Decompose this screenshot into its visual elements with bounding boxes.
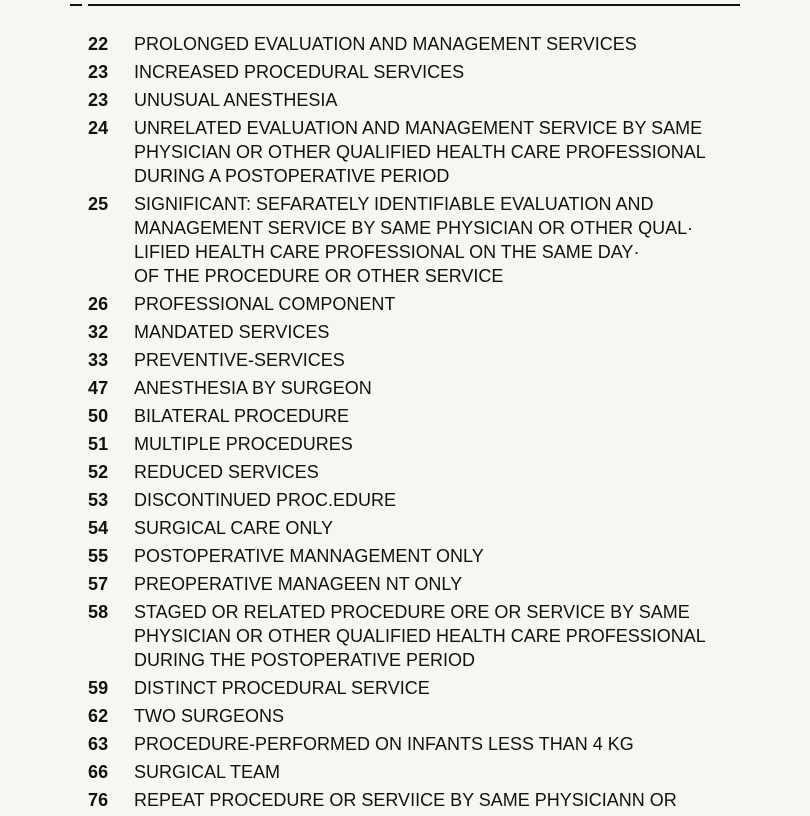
modifier-description: REDUCED SERVICES (134, 462, 319, 482)
modifier-description: PROFESSIONAL COMPONENT (134, 294, 396, 314)
modifier-description: UNUSUAL ANESTHESIA (134, 90, 338, 110)
modifier-code: 24 (88, 118, 109, 138)
modifier-code: 51 (88, 434, 109, 454)
modifier-description: PREOPERATIVE MANAGEEN NT ONLY (134, 574, 463, 594)
modifier-item (0, 376, 810, 400)
modifier-item (0, 432, 810, 456)
modifier-description: STAGED OR RELATED PROCEDURE ORE OR SERVICE BY SAME PHYSICIAN OR OTHER QUALIFIED HEALTH CARE PROFESSIONAL DURING THE POSTOPERATIVE PERIOD (134, 602, 706, 670)
modifier-item (0, 544, 810, 568)
modifier-description: POSTOPERATIVE MANNAGEMENT ONLY (134, 546, 484, 566)
modifier-item (0, 676, 810, 700)
modifier-code: 58 (88, 602, 109, 622)
modifier-code: 62 (88, 706, 109, 726)
modifier-code: 66 (88, 762, 109, 782)
modifier-item (0, 760, 810, 784)
modifier-item (0, 704, 810, 728)
modifier-description: REPEAT PROCEDURE OR SERVIICE BY SAME PHYSICIANN OR (134, 790, 677, 810)
modifier-code: 55 (88, 546, 109, 566)
modifier-code: 23 (88, 62, 109, 82)
modifier-description: SIGNIFICANT: SEFARATELY IDENTIFIABLE EVALUATION AND MANAGEMENT SERVICE BY SAME PHYSICIAN OR OTHER QUAL· LIFIED HEALTH CARE PROFESSIONAL ON THE SAME DAY· OF THE PROCEDURE OR OTHER SERVICE (134, 194, 694, 286)
modifier-item (0, 572, 810, 596)
modifier-description: SURGICAL CARE ONLY (134, 518, 334, 538)
modifier-code: 47 (88, 378, 109, 398)
modifier-item (0, 788, 810, 812)
modifier-item (0, 192, 810, 288)
modifier-description: PREVENTIVE-SERVICES (134, 350, 345, 370)
modifier-code: 50 (88, 406, 109, 426)
modifier-description: MULTIPLE PROCEDURES (134, 434, 353, 454)
modifier-code: 26 (88, 294, 109, 314)
modifier-description: TWO SURGEONS (134, 706, 285, 726)
top-rule (88, 4, 740, 6)
modifier-item (0, 116, 810, 188)
modifier-description: INCREASED PROCEDURAL SERVICES (134, 62, 465, 82)
modifier-code: 59 (88, 678, 109, 698)
modifier-description: MANDATED SERVICES (134, 322, 330, 342)
modifier-description: BILATERAL PROCEDURE (134, 406, 350, 426)
modifier-description: DISCONTINUED PROC.EDURE (134, 490, 397, 510)
modifier-item (0, 292, 810, 316)
modifier-code: 63 (88, 734, 109, 754)
modifier-description: PROCEDURE-PERFORMED ON INFANTS LESS THAN 4 KG (134, 734, 634, 754)
modifier-code: 57 (88, 574, 109, 594)
modifier-item (0, 600, 810, 672)
modifier-code: 22 (88, 34, 109, 54)
modifier-description: ANESTHESIA BY SURGEON (134, 378, 372, 398)
modifier-item (0, 88, 810, 112)
modifier-item (0, 60, 810, 84)
modifier-description: DISTINCT PROCEDURAL SERVICE (134, 678, 430, 698)
modifier-list (0, 32, 810, 816)
modifier-item (0, 732, 810, 756)
modifier-code: 25 (88, 194, 109, 214)
modifier-description: UNRELATED EVALUATION AND MANAGEMENT SERVICE BY SAME PHYSICIAN OR OTHER QUALIFIED HEALTH CARE PROFESSIONAL DURING A POSTOPERATIVE PERIOD (134, 118, 706, 186)
modifier-code: 52 (88, 462, 109, 482)
modifier-code: 53 (88, 490, 109, 510)
modifier-code: 76 (88, 790, 109, 810)
modifier-item (0, 460, 810, 484)
modifier-code: 32 (88, 322, 109, 342)
modifier-code: 33 (88, 350, 109, 370)
modifier-description: PROLONGED EVALUATION AND MANAGEMENT SERVICES (134, 34, 637, 54)
modifier-description: SURGICAL TEAM (134, 762, 281, 782)
modifier-item (0, 516, 810, 540)
top-rule-tick (70, 4, 82, 6)
modifier-item (0, 488, 810, 512)
modifier-item (0, 404, 810, 428)
modifier-item (0, 320, 810, 344)
modifier-item (0, 32, 810, 56)
modifier-item (0, 348, 810, 372)
modifier-code: 54 (88, 518, 109, 538)
modifier-code: 23 (88, 90, 109, 110)
